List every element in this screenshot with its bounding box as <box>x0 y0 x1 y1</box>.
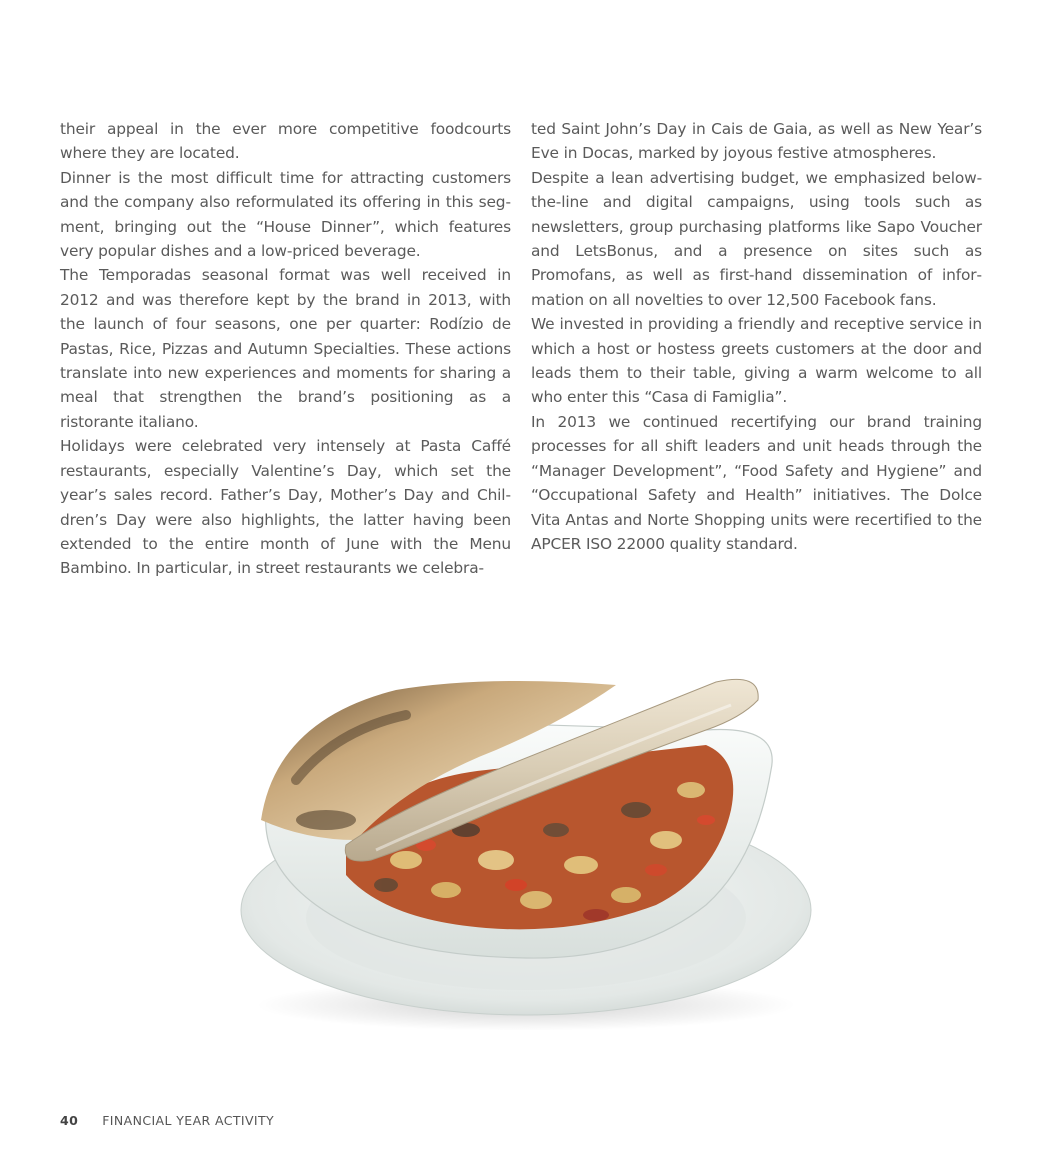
pasta-dish-photo <box>236 660 816 1030</box>
left-column <box>60 117 511 578</box>
paragraph: their appeal in the ever more competitive foodcourts where they are located. <box>60 120 511 163</box>
page-footer <box>60 1113 274 1128</box>
paragraph: Despite a lean advertising budget, we emphasized below-the-line and digital campaigns, using tools such as newsletters, group purchasing platforms like Sapo Voucher and LetsBonus, and a presence on sites such as Promofans, as well as first-hand dissemination of information on all novelties to over 12,500 Facebook fans. <box>531 168 982 309</box>
section-title: FINANCIAL YEAR ACTIVITY <box>102 1113 275 1128</box>
paragraph: Dinner is the most difficult time for attracting customers and the company also reformulated its offering in this segment, bringing out the “House Dinner”, which features very popular dishes and a low-priced beverage. <box>60 168 511 261</box>
right-column <box>531 117 982 567</box>
body-text <box>60 117 982 578</box>
paragraph: Holidays were celebrated very intensely at Pasta Caffé restaurants, especially Valentine’s Day, which set the year’s sales record. Father’s Day, Mother’s Day and Children’s Day were also highlights, the latter having been extended to the entire month of June with the Menu Bambino. In particular, in street restaurants we celebra- <box>60 437 511 578</box>
paragraph: The Temporadas seasonal format was well received in 2012 and was therefore kept by the brand in 2013, with the launch of four seasons, one per quarter: Rodízio de Pastas, Rice, Pizzas and Autumn Specialties. These actions translate into new experiences and moments for sharing a meal that strengthen the brand’s positioning as a ristorante italiano. <box>60 266 511 431</box>
paragraph: In 2013 we continued recertifying our brand training processes for all shift leaders and unit heads through the “Manager Development”, “Food Safety and Hygiene” and “Occupational Safety and Health” initiatives. The Dolce Vita Antas and Norte Shopping units were recertified to the APCER ISO 22000 quality standard. <box>531 412 982 553</box>
paragraph: We invested in providing a friendly and receptive service in which a host or hostess greets customers at the door and leads them to their table, giving a warm welcome to all who enter this “Casa di Famiglia”. <box>531 315 982 407</box>
page-number: 40 <box>60 1113 79 1128</box>
paragraph: ted Saint John’s Day in Cais de Gaia, as well as New Year’s Eve in Docas, marked by joyous festive atmospheres. <box>531 120 982 163</box>
